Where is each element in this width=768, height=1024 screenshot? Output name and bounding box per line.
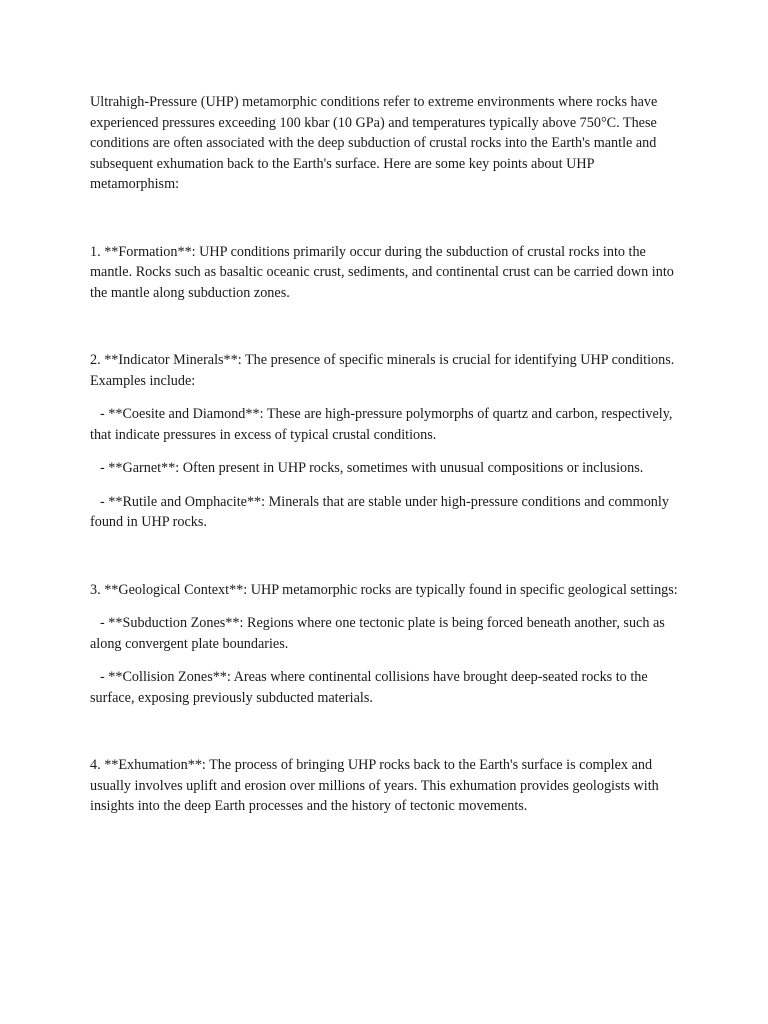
intro-paragraph: Ultrahigh-Pressure (UHP) metamorphic conditions refer to extreme environments where rocks have experienced pressures exceeding 100 kbar (10 GPa) and temperatures typically above 750°C. These conditions are often associated with the deep subduction of crustal rocks into the Earth's mantle and subsequent exhumation back to the Earth's surface. Here are some key points about UHP metamorphism: — [90, 94, 658, 192]
subpoint-subduction-zones: - **Subduction Zones**: Regions where one tectonic plate is being forced beneath another, such as along convergent plate boundaries. — [90, 615, 665, 652]
point-exhumation: 4. **Exhumation**: The process of bringing UHP rocks back to the Earth's surface is complex and usually involves uplift and erosion over millions of years. This exhumation provides geologists with insights into the deep Earth processes and the history of tectonic movements. — [90, 757, 659, 814]
point-geological-context: 3. **Geological Context**: UHP metamorphic rocks are typically found in specific geological settings: — [90, 581, 678, 598]
subpoint-collision-zones: - **Collision Zones**: Areas where continental collisions have brought deep-seated rocks to the surface, exposing previously subducted materials. — [90, 669, 648, 706]
point-indicator-minerals: 2. **Indicator Minerals**: The presence of specific minerals is crucial for identifying UHP conditions. Examples include: — [90, 352, 675, 389]
document-page — [90, 92, 686, 817]
subpoint-rutile-omphacite: - **Rutile and Omphacite**: Minerals that are stable under high-pressure conditions and commonly found in UHP rocks. — [90, 493, 669, 530]
subpoint-garnet: - **Garnet**: Often present in UHP rocks, sometimes with unusual compositions or inclusions. — [100, 460, 644, 476]
subpoint-coesite-diamond: - **Coesite and Diamond**: These are high-pressure polymorphs of quartz and carbon, respectively, that indicate pressures in excess of typical crustal conditions. — [90, 406, 673, 443]
point-formation: 1. **Formation**: UHP conditions primarily occur during the subduction of crustal rocks into the mantle. Rocks such as basaltic oceanic crust, sediments, and continental crust can be carried down into the mantle along subduction zones. — [90, 243, 674, 301]
